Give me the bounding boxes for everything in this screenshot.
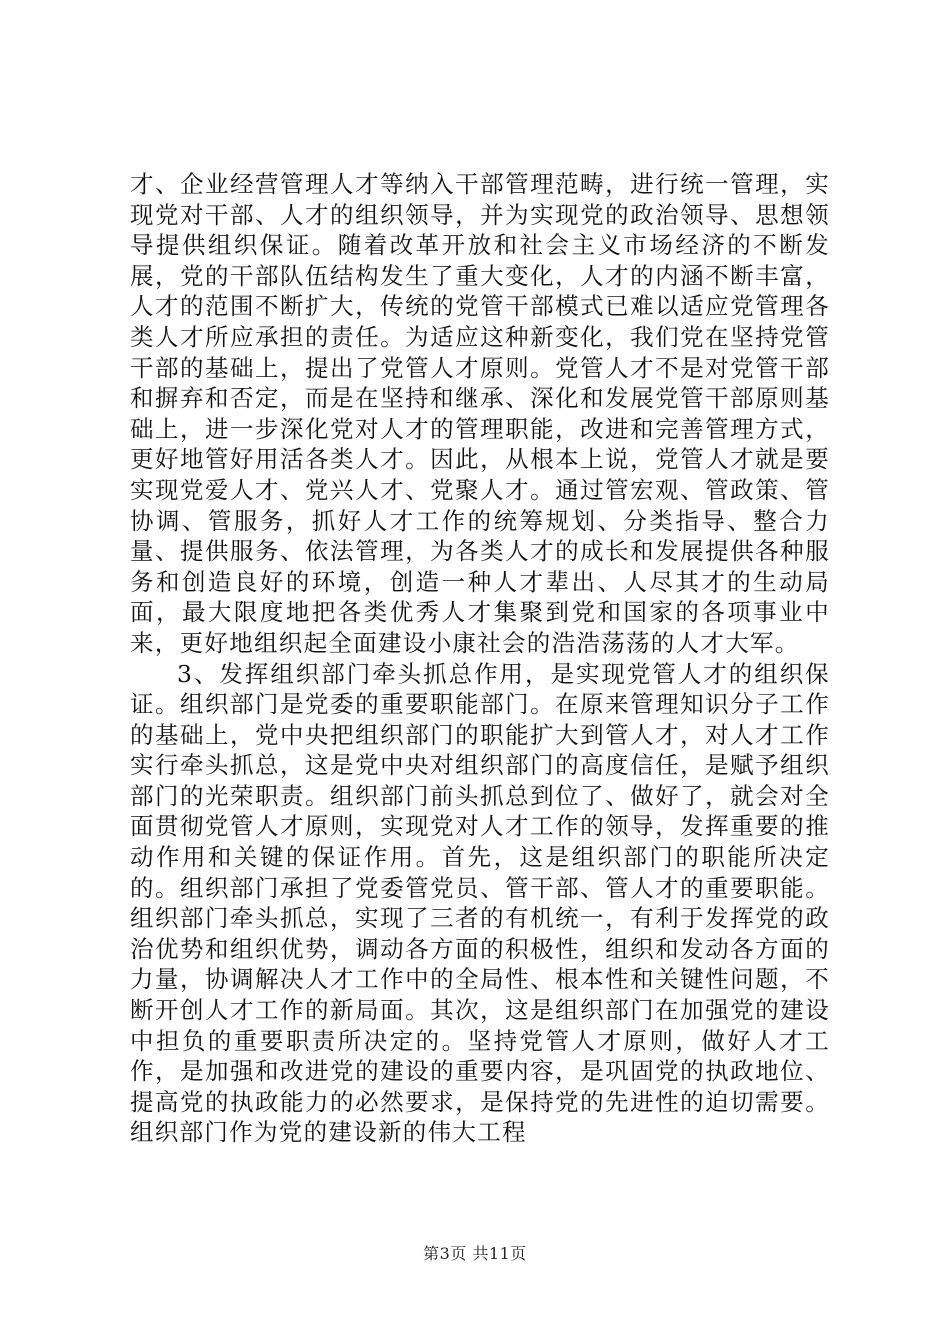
- paragraph-continued: 才、企业经营管理人才等纳入干部管理范畴，进行统一管理，实现党对干部、人才的组织领导，并为实现党的政治领导、思想领导提供组织保证。随着改革开放和社会主义市场经济的不断发展，党的干部队伍结构发生了重大变化，人才的内涵不断丰富，人才的范围不断扩大，传统的党管干部模式已难以适应党管理各类人才所应承担的责任。为适应这种新变化，我们党在坚持党管干部的基础上，提出了党管人才原则。党管人才不是对党管干部和摒弃和否定，而是在坚持和继承、深化和发展党管干部原则基础上，进一步深化党对人才的管理职能，改进和完善管理方式，更好地管好用活各类人才。因此，从根本上说，党管人才就是要实现党爱人才、党兴人才、党聚人才。通过管宏观、管政策、管协调、管服务，抓好人才工作的统筹规划、分类指导、整合力量、提供服务、依法管理，为各类人才的成长和发展提供各种服务和创造良好的环境，创造一种人才辈出、人尽其才的生动局面，最大限度地把各类优秀人才集聚到党和国家的各项事业中来，更好地组织起全面建设小康社会的浩浩荡荡的人才大军。: [130, 170, 830, 657]
- page-number: 第3页 共11页: [423, 1244, 527, 1263]
- document-body: [130, 169, 830, 1148]
- paragraph-section-3: 3、发挥组织部门牵头抓总作用，是实现党管人才的组织保证。组织部门是党委的重要职能部门。在原来管理知识分子工作的基础上，党中央把组织部门的职能扩大到管人才，对人才工作实行牵头抓总，这是党中央对组织部门的高度信任，是赋予组织部门的光荣职责。组织部门前头抓总到位了、做好了，就会对全面贯彻党管人才原则，实现党对人才工作的领导，发挥重要的推动作用和关键的保证作用。首先，这是组织部门的职能所决定的。组织部门承担了党委管党员、管干部、管人才的重要职能。组织部门牵头抓总，实现了三者的有机统一，有利于发挥党的政治优势和组织优势，调动各方面的积极性，组织和发动各方面的力量，协调解决人才工作中的全局性、根本性和关键性问题，不断开创人才工作的新局面。其次，这是组织部门在加强党的建设中担负的重要职责所决定的。坚持党管人才原则，做好人才工作，是加强和改进党的建设的重要内容，是巩固党的执政地位、提高党的执政能力的必然要求，是保持党的先进性的迫切需要。组织部门作为党的建设新的伟大工程: [130, 659, 830, 1147]
- page-footer: [0, 1241, 950, 1264]
